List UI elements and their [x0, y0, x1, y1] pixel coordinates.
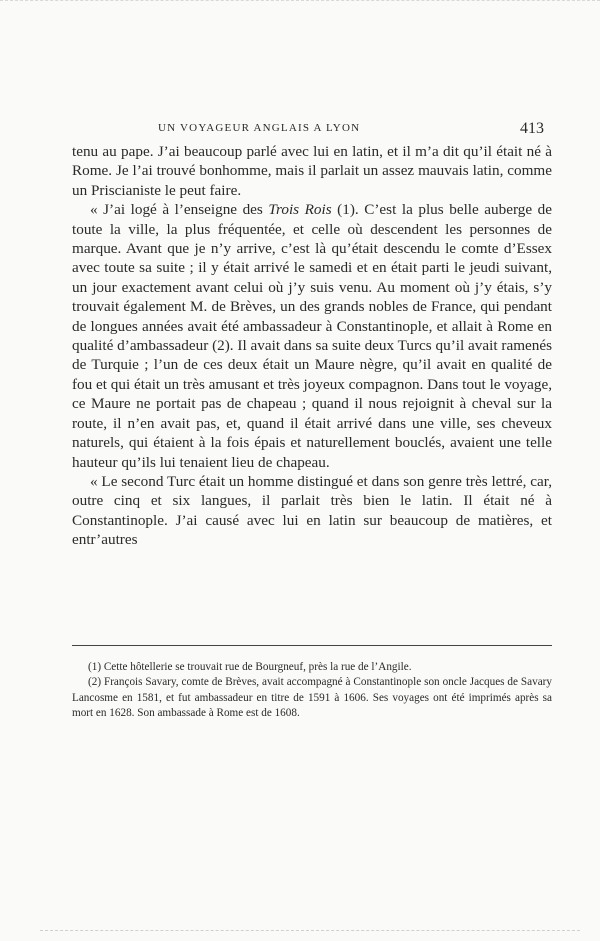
scan-edge-bottom — [40, 930, 580, 932]
main-text — [72, 142, 552, 550]
paragraph-3: « Le second Turc était un homme distingué et dans son genre très lettré, car, outre cinq et six langues, il parlait très bien le latin. Il était né à Constantinople. J’ai causé avec lui en latin sur beaucoup de matières, et entr’autres — [72, 472, 552, 549]
running-head: UN VOYAGEUR ANGLAIS A LYON — [158, 122, 361, 134]
footnote-1: (1) Cette hôtellerie se trouvait rue de Bourgneuf, près la rue de l’Angile. — [88, 661, 412, 673]
scan-edge-top — [0, 0, 600, 11]
paragraph-2 — [72, 200, 552, 472]
paragraph-2-start: « J’ai logé à l’enseigne des — [90, 201, 269, 219]
footnote-separator — [72, 645, 552, 646]
footnotes — [72, 660, 552, 722]
paragraph-1: tenu au pape. J’ai beaucoup parlé avec lui en latin, et il m’a dit qu’il était né à Rome. Je l’ai trouvé bonhomme, mais il parlait un assez mauvais latin, comme un Priscianiste le peut faire. — [72, 143, 552, 199]
page-header — [72, 120, 552, 138]
paragraph-2-rest: (1). C’est la plus belle auberge de toute la ville, la plus fréquentée, et celle où descendent les personnes de marque. Avant que je n’y arrive, c’est là qu’était descendu le comte d’Essex avec toute sa suite ; il y était arrivé le samedi et en était parti le jeudi suivant, un jour exactement avant celui où j’y suis venu. Au moment où j’y étais, s’y trouvait également M. de Brèves, un des grands nobles de France, qui pendant de longues années avait été ambassadeur à Constantinople, et allait à Rome en qualité d’ambassadeur (2). Il avait dans sa suite deux Turcs qu’il avait ramenés de Turquie ; l’un de ces deux était un Maure nègre, qu’il avait en qualité de fou et qui était un très amusant et très joyeux compagnon. Dans tout le voyage, ce Maure ne portait pas de chapeau ; quand il nous rejoignit à cheval sur la route, il n’en avait pas, et, quand il était arrivé dans une ville, ses cheveux naturels, qui étaient à la fois épais et naturellement bouclés, avaient une telle hauteur qu’ils lui tenaient lieu de chapeau. — [72, 201, 552, 471]
inn-name-italic: Trois Rois — [268, 201, 332, 219]
page-number: 413 — [520, 120, 544, 137]
footnote-2: (2) François Savary, comte de Brèves, avait accompagné à Constantinople son oncle Jacques de Savary Lancosme en 1581, et fut ambassadeur en titre de 1591 à 1606. Ses voyages ont été imprimés après sa mort en 1628. Son ambassade à Rome est de 1608. — [72, 676, 552, 720]
